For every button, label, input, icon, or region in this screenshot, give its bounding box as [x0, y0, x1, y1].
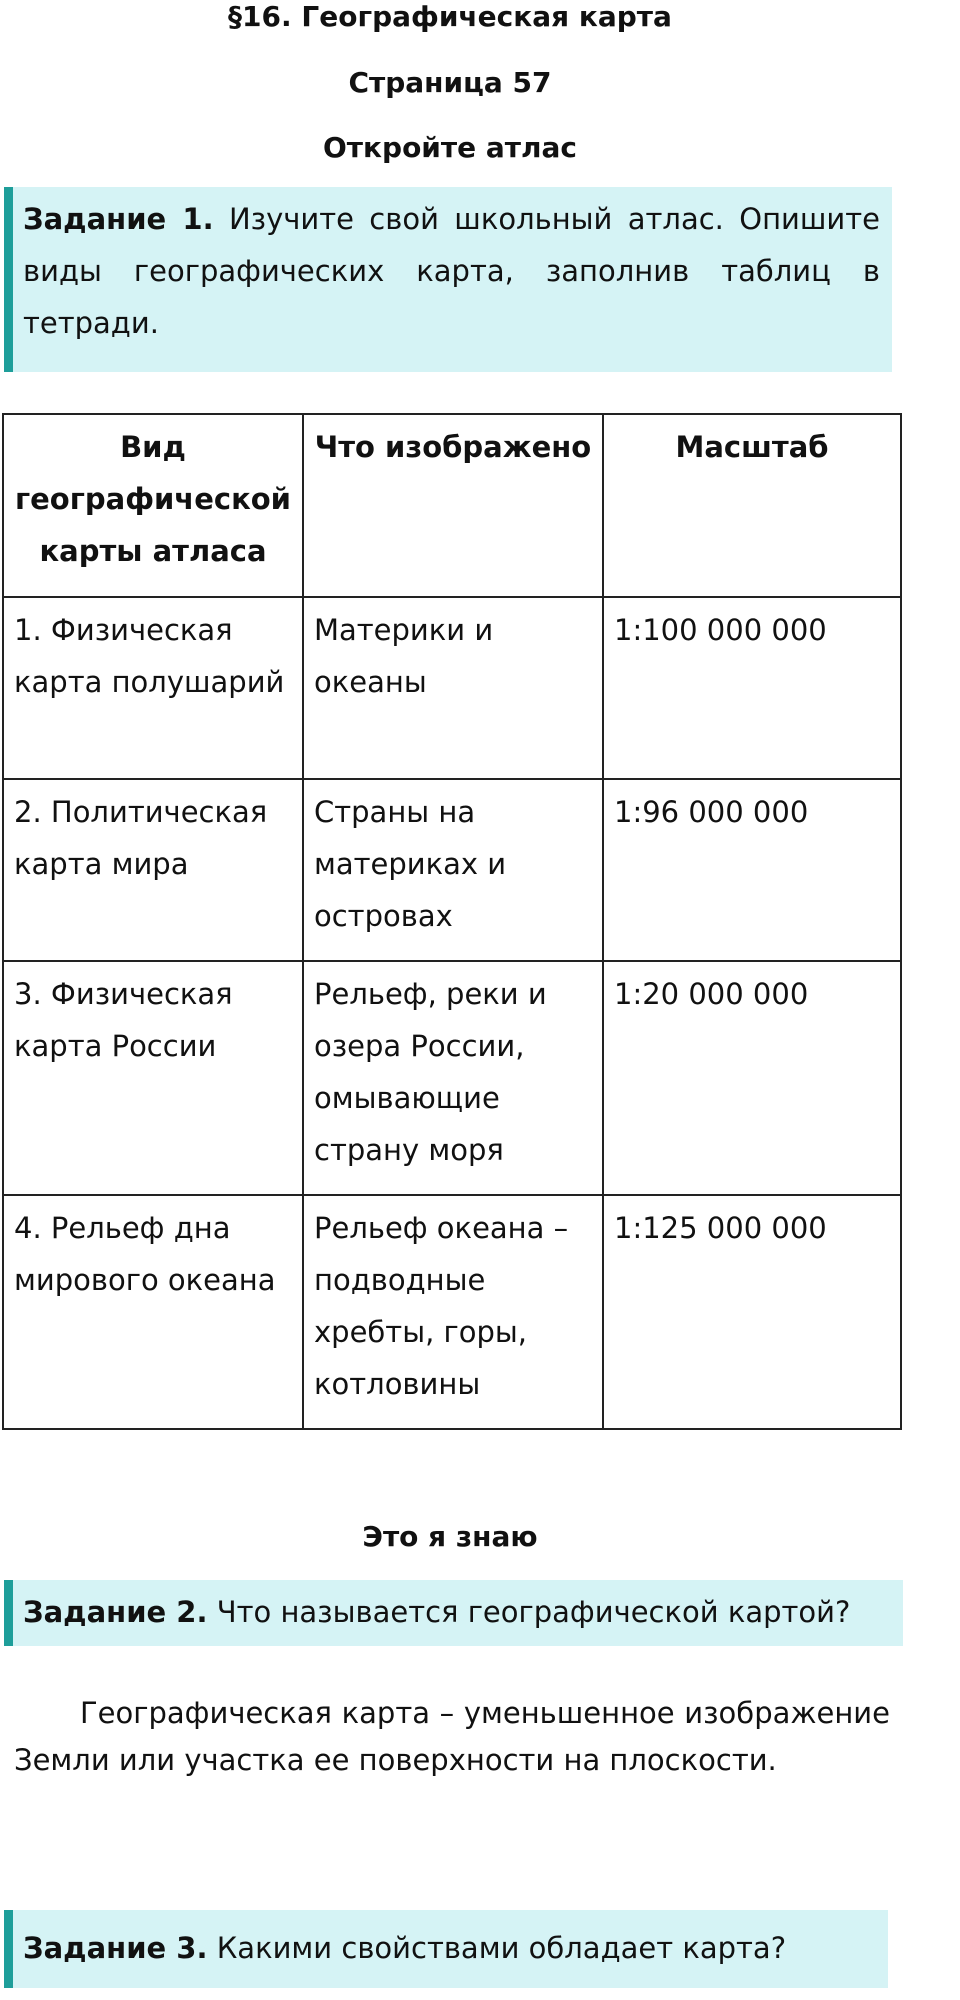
task-2-label: Задание 2. — [23, 1595, 208, 1629]
cell-scale: 1:20 000 000 — [603, 961, 901, 1195]
atlas-maps-table — [2, 413, 902, 1430]
cell-scale: 1:96 000 000 — [603, 779, 901, 961]
cell-map-type: 2. Политическая карта мира — [3, 779, 303, 961]
header-depicted: Что изображено — [303, 414, 603, 597]
task-3-box — [4, 1910, 888, 1988]
table-row — [3, 1195, 901, 1429]
instruction: Откройте атлас — [322, 131, 578, 164]
cell-map-type: 1. Физическая карта полушарий — [3, 597, 303, 779]
table-row — [3, 779, 901, 961]
cell-depicted: Страны на материках и островах — [303, 779, 603, 961]
section-2-heading: Это я знаю — [362, 1520, 538, 1553]
cell-scale: 1:100 000 000 — [603, 597, 901, 779]
table-row — [3, 597, 901, 779]
task-3-label: Задание 3. — [23, 1931, 208, 1965]
cell-map-type: 4. Рельеф дна мирового океана — [3, 1195, 303, 1429]
header-scale: Масштаб — [603, 414, 901, 597]
answer-2-text: Географическая карта – уменьшенное изображение Земли или участка ее поверхности на плоскости. — [14, 1696, 890, 1777]
cell-scale: 1:125 000 000 — [603, 1195, 901, 1429]
task-2-box — [4, 1580, 903, 1646]
task-1-label: Задание 1. — [23, 202, 214, 236]
task-1-box — [4, 187, 892, 372]
cell-depicted: Материки и океаны — [303, 597, 603, 779]
table-row — [3, 961, 901, 1195]
page-label: Страница 57 — [348, 66, 552, 99]
section-title: §16. Географическая карта — [228, 0, 672, 33]
table-header-row — [3, 414, 901, 597]
header-map-type: Вид географической карты атласа — [3, 414, 303, 597]
task-2-text: Что называется географической картой? — [216, 1595, 851, 1629]
cell-depicted: Рельеф океана – подводные хребты, горы, котловины — [303, 1195, 603, 1429]
cell-map-type: 3. Физическая карта России — [3, 961, 303, 1195]
task-3-text: Какими свойствами обладает карта? — [216, 1931, 787, 1965]
task-1-text: Изучите свой школьный атлас. Опишите виды географических карта, заполнив таблиц в тетради. — [23, 202, 880, 340]
cell-depicted: Рельеф, реки и озера России, омывающие страну моря — [303, 961, 603, 1195]
